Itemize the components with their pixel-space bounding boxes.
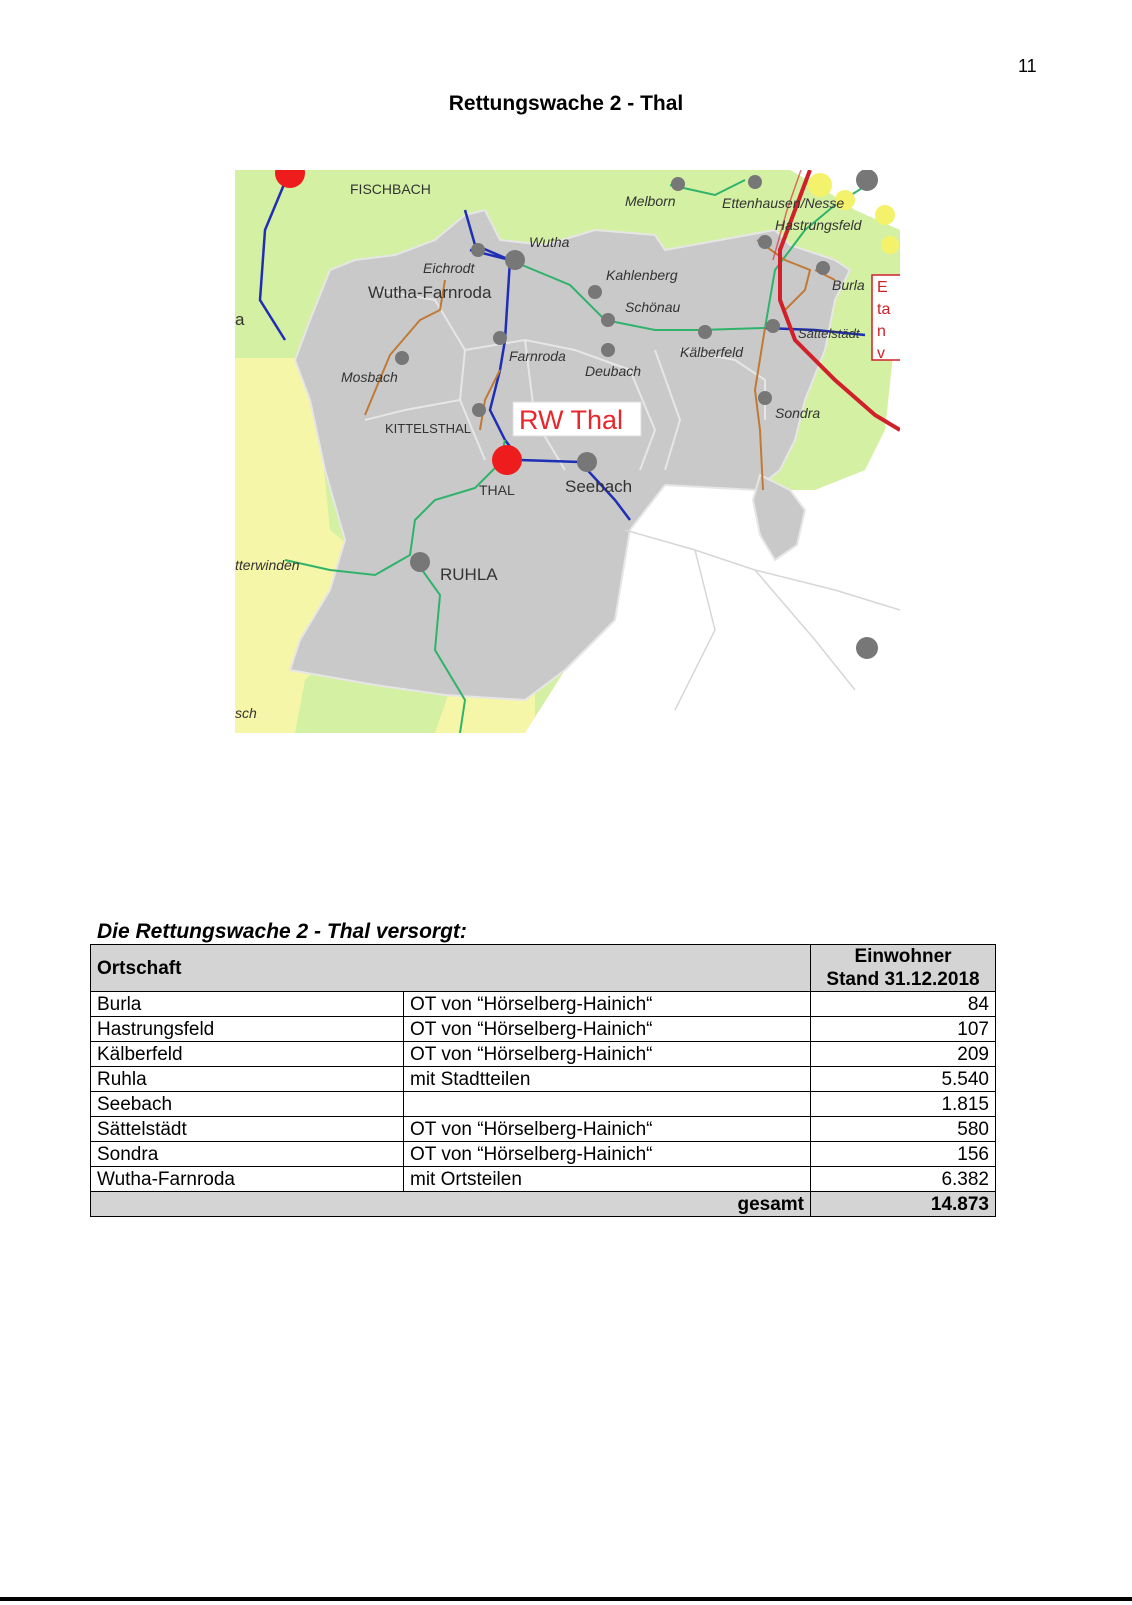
station-label: RW Thal — [519, 405, 624, 435]
place-label-eichrodt: Eichrodt — [423, 260, 475, 276]
cell-ort: Sondra — [91, 1142, 404, 1167]
cell-einwohner: 580 — [811, 1117, 996, 1142]
place-label-kittelsthal: KITTELSTHAL — [385, 421, 471, 436]
place-dot-deubach — [601, 343, 615, 357]
place-label-saettelstaedt: Sättelstädt — [798, 326, 860, 341]
table-row — [91, 1067, 996, 1092]
supply-table — [90, 944, 996, 1217]
cell-note: mit Stadtteilen — [404, 1067, 811, 1092]
table-row — [91, 1017, 996, 1042]
cell-ort: Hastrungsfeld — [91, 1017, 404, 1042]
cell-note: OT von “Hörselberg-Hainich“ — [404, 1042, 811, 1067]
place-dot-wutha — [505, 250, 525, 270]
table-header-row — [91, 945, 996, 992]
place-dot-saettelstaedt — [766, 319, 780, 333]
page-number: 11 — [1018, 56, 1037, 76]
place-dot-sondra — [758, 391, 772, 405]
place-dot-melborn — [671, 177, 685, 191]
cell-ort: Burla — [91, 992, 404, 1017]
place-label-left-a: a — [235, 310, 245, 329]
place-label-mosbach: Mosbach — [341, 369, 398, 385]
place-label-thal: THAL — [479, 482, 515, 498]
place-label-farnroda: Farnroda — [509, 348, 566, 364]
page-title: Rettungswache 2 - Thal — [448, 92, 684, 115]
info-box-line: v — [877, 345, 885, 362]
info-box-line: n — [877, 323, 886, 340]
cell-note: mit Ortsteilen — [404, 1167, 811, 1192]
total-value: 14.873 — [811, 1192, 996, 1217]
place-dot-kahlenberg — [588, 285, 602, 299]
table-row — [91, 1167, 996, 1192]
cell-einwohner: 84 — [811, 992, 996, 1017]
place-dot-schoenau — [601, 313, 615, 327]
place-label-wutha-farnroda: Wutha-Farnroda — [368, 283, 492, 302]
cell-ort: Wutha-Farnroda — [91, 1167, 404, 1192]
place-label-wutha: Wutha — [529, 234, 570, 250]
place-dot-hastrungsfeld — [758, 235, 772, 249]
place-dot-farnroda — [493, 331, 507, 345]
table-total-row — [91, 1192, 996, 1217]
station-marker-thal — [492, 445, 522, 475]
legend-dot — [875, 205, 895, 225]
place-dot-kaelberfeld — [698, 325, 712, 339]
bottom-rule — [0, 1597, 1132, 1601]
place-label-fischbach: FISCHBACH — [350, 181, 431, 197]
legend-dot — [881, 236, 899, 254]
cell-ort: Kälberfeld — [91, 1042, 404, 1067]
header-einwohner-line2: Stand 31.12.2018 — [826, 969, 980, 990]
cell-note: OT von “Hörselberg-Hainich“ — [404, 992, 811, 1017]
place-dot-top-right — [856, 170, 878, 191]
header-einwohner — [811, 945, 996, 992]
cell-note: OT von “Hörselberg-Hainich“ — [404, 1117, 811, 1142]
legend-dot — [808, 173, 832, 197]
place-dot-eichrodt — [471, 243, 485, 257]
place-label-seebach: Seebach — [565, 477, 633, 496]
place-dot-ruhla — [410, 552, 430, 572]
place-dot-kittelsthal — [472, 403, 486, 417]
cell-note — [404, 1092, 811, 1117]
station-area-map — [235, 170, 900, 733]
cell-einwohner: 209 — [811, 1042, 996, 1067]
cell-note: OT von “Hörselberg-Hainich“ — [404, 1017, 811, 1042]
cell-einwohner: 107 — [811, 1017, 996, 1042]
place-label-ruhla: RUHLA — [440, 565, 498, 584]
cell-ort: Sättelstädt — [91, 1117, 404, 1142]
place-label-melborn: Melborn — [625, 193, 676, 209]
place-dot-bottom-right — [856, 637, 878, 659]
place-label-ettenhausen: Ettenhausen/Nesse — [722, 195, 845, 211]
table-row — [91, 1117, 996, 1142]
place-label-schoenau: Schönau — [625, 299, 681, 315]
info-box-line: ta — [877, 301, 891, 318]
total-label: gesamt — [91, 1192, 811, 1217]
table-heading: Die Rettungswache 2 - Thal versorgt: — [97, 920, 467, 943]
cell-einwohner: 6.382 — [811, 1167, 996, 1192]
table-row — [91, 1092, 996, 1117]
place-dot-ettenhausen — [748, 175, 762, 189]
header-einwohner-line1: Einwohner — [854, 946, 952, 967]
place-label-etterwinden: tterwinden — [235, 557, 300, 573]
cell-note: OT von “Hörselberg-Hainich“ — [404, 1142, 811, 1167]
place-label-sondra: Sondra — [775, 405, 821, 421]
place-label-deubach: Deubach — [585, 363, 642, 379]
place-dot-burla — [816, 261, 830, 275]
place-dot-mosbach — [395, 351, 409, 365]
table-row — [91, 1042, 996, 1067]
header-ortschaft: Ortschaft — [91, 945, 811, 992]
place-dot-seebach — [577, 452, 597, 472]
cell-ort: Seebach — [91, 1092, 404, 1117]
cell-ort: Ruhla — [91, 1067, 404, 1092]
table-row — [91, 1142, 996, 1167]
place-label-kaelberfeld: Kälberfeld — [680, 344, 744, 360]
table-row — [91, 992, 996, 1017]
place-label-sch: sch — [235, 705, 257, 721]
cell-einwohner: 1.815 — [811, 1092, 996, 1117]
info-box-line: E — [877, 279, 888, 296]
cell-einwohner: 5.540 — [811, 1067, 996, 1092]
place-label-kahlenberg: Kahlenberg — [606, 267, 678, 283]
place-label-hastrungsfeld: Hastrungsfeld — [775, 217, 862, 233]
cell-einwohner: 156 — [811, 1142, 996, 1167]
place-label-burla: Burla — [832, 277, 865, 293]
